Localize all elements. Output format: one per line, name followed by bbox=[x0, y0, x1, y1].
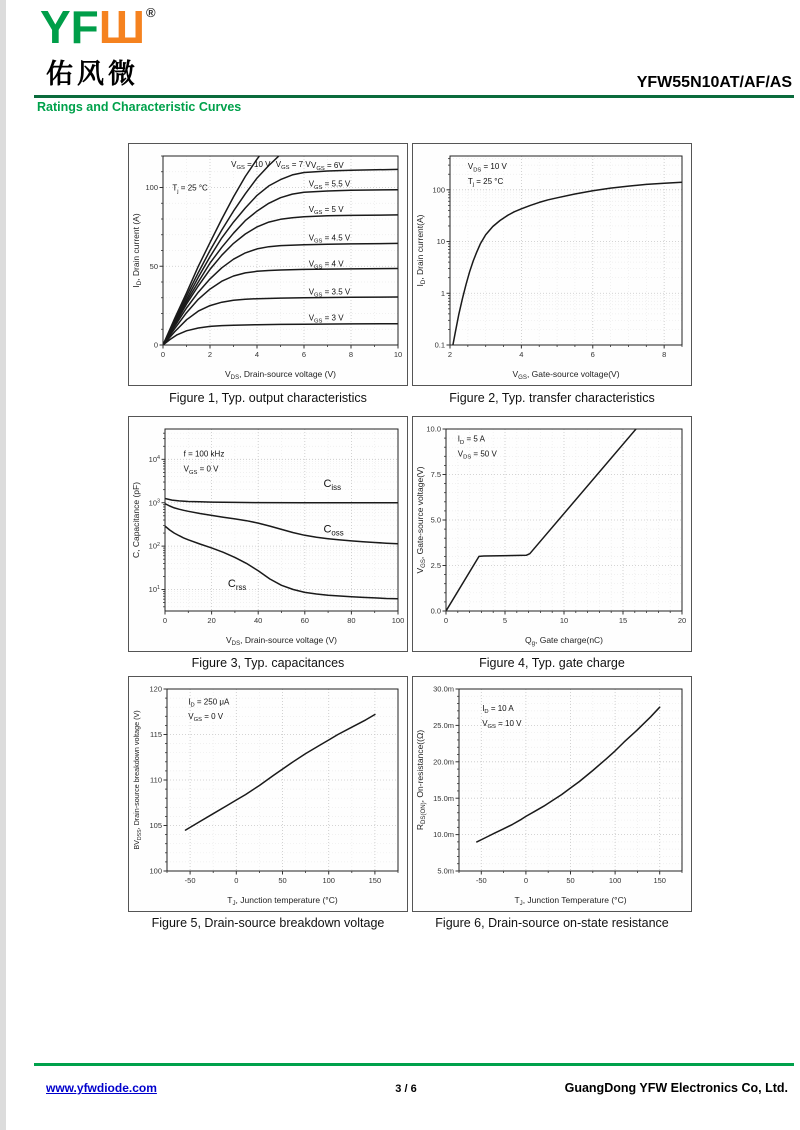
yfw-logo bbox=[40, 1, 156, 53]
figure-5-caption: Figure 5, Drain-source breakdown voltage bbox=[151, 916, 385, 930]
svg-text:2: 2 bbox=[447, 350, 453, 359]
svg-text:Tj = 25 °C: $T_j = 25$ °C bbox=[172, 183, 208, 195]
svg-text:VGS = 0 V: $V_{GS} = 0$ V bbox=[183, 464, 219, 476]
svg-text:100: 100 bbox=[322, 876, 335, 885]
svg-text:ID = 250 μA: $I_D = 250$ μA bbox=[188, 697, 230, 709]
svg-text:0: 0 bbox=[443, 616, 449, 625]
svg-text:60: 60 bbox=[300, 616, 309, 625]
svg-text:6: 6 bbox=[301, 350, 307, 359]
svg-text:Ciss: $C_{iss}$ bbox=[323, 478, 342, 492]
svg-text:VGS = 4 V: $V_{GS} = 4$ V bbox=[308, 259, 344, 271]
svg-text:105: 105 bbox=[149, 821, 162, 831]
svg-text:20: 20 bbox=[677, 616, 687, 625]
svg-text:50: 50 bbox=[149, 261, 158, 271]
svg-text:2.5: 2.5 bbox=[430, 561, 441, 571]
svg-text:ID, Drain current(A): $I_D$, Drain current(A) bbox=[415, 214, 428, 287]
figure-6-caption: Figure 6, Drain-source on-state resistance bbox=[435, 916, 669, 930]
svg-text:ID, Drain current (A): $I_D$, Drain current (A) bbox=[131, 213, 144, 288]
svg-text:100: 100 bbox=[149, 866, 162, 876]
svg-text:0: 0 bbox=[234, 876, 239, 885]
svg-text:VGS = 4.5 V: $V_{GS} = 4.5$ V bbox=[308, 233, 351, 245]
figure-5-panel bbox=[128, 676, 408, 912]
svg-text:100: 100 bbox=[145, 183, 158, 193]
svg-text:8: 8 bbox=[348, 350, 354, 359]
svg-text:10: 10 bbox=[393, 350, 403, 359]
svg-text:100: 100 bbox=[432, 185, 445, 195]
svg-text:5.0: 5.0 bbox=[430, 515, 441, 525]
svg-text:10.0m: 10.0m bbox=[433, 830, 454, 840]
header-rule bbox=[34, 95, 794, 98]
svg-text:103: $10^3$ bbox=[148, 498, 160, 508]
svg-text:30.0m: 30.0m bbox=[433, 684, 454, 694]
figure-4-panel bbox=[412, 416, 692, 652]
svg-text:RDS(ON), On-resistance((Ω): $R_{DS(ON)}$, On-resistance((Ω) bbox=[415, 729, 428, 831]
svg-text:C, Capacitance (pF): C, Capacitance (pF) bbox=[131, 481, 141, 559]
registered-trademark-icon: ® bbox=[146, 5, 156, 20]
svg-text:100: 100 bbox=[391, 616, 405, 625]
svg-text:4: 4 bbox=[254, 350, 260, 359]
svg-text:20: 20 bbox=[207, 616, 216, 625]
svg-text:VGS = 10 V: $V_{GS} = 10$ V bbox=[231, 160, 271, 172]
svg-text:Tj = 25 °C: $T_j = 25$ °C bbox=[467, 176, 504, 188]
svg-text:VDS = 10 V: $V_{DS} = 10$ V bbox=[467, 162, 507, 174]
svg-text:VGS = 10 V: $V_{GS} = 10$ V bbox=[482, 719, 522, 731]
website-link[interactable]: www.yfwdiode.com bbox=[46, 1081, 157, 1095]
logo-w-glyph: Ш bbox=[98, 1, 146, 53]
svg-text:0.1: 0.1 bbox=[434, 340, 445, 350]
figure-3-caption: Figure 3, Typ. capacitances bbox=[191, 656, 345, 670]
svg-text:6: 6 bbox=[590, 350, 595, 359]
svg-text:20.0m: 20.0m bbox=[433, 757, 454, 767]
logo-chinese-name: 佑风微 bbox=[46, 59, 139, 89]
svg-text:50: 50 bbox=[566, 876, 575, 885]
svg-text:1: 1 bbox=[440, 288, 445, 298]
figure-5-breakdown-voltage-chart bbox=[129, 677, 407, 911]
svg-text:f = 100 kHz: f = 100 kHz bbox=[183, 449, 225, 459]
svg-text:ID = 10 A: $I_D = 10$ A bbox=[482, 703, 514, 715]
svg-text:Coss: $C_{oss}$ bbox=[323, 523, 344, 538]
svg-text:-50: -50 bbox=[184, 876, 196, 885]
svg-text:BVDSS, Drain-source breakdown: $BV_{DSS}$, Drain-source breakdown voltage (V) bbox=[132, 710, 143, 850]
figure-1-caption: Figure 1, Typ. output characteristics bbox=[169, 391, 367, 405]
figure-4-gate-charge-chart bbox=[413, 417, 691, 651]
svg-text:150: 150 bbox=[653, 876, 666, 885]
svg-text:15.0m: 15.0m bbox=[433, 793, 454, 803]
figure-3-capacitances-chart bbox=[129, 417, 407, 651]
svg-text:110: 110 bbox=[150, 775, 162, 785]
figure-1-output-characteristics-chart bbox=[129, 144, 407, 385]
svg-text:VGS, Gate-source voltage(V): $V_{GS}$, Gate-source voltage(V) bbox=[512, 369, 620, 382]
svg-text:0: 0 bbox=[523, 876, 528, 885]
svg-text:VGS = 3 V: $V_{GS} = 3$ V bbox=[308, 313, 344, 325]
svg-text:VGS = 6V: $V_{GS} = 6V$ bbox=[311, 160, 344, 172]
svg-text:-50: -50 bbox=[475, 876, 487, 885]
svg-text:0: 0 bbox=[160, 350, 166, 359]
svg-text:150: 150 bbox=[368, 876, 382, 885]
svg-text:VDS = 50 V: $V_{DS} = 50$ V bbox=[457, 449, 497, 461]
svg-text:VGS = 3.5 V: $V_{GS} = 3.5$ V bbox=[308, 287, 351, 299]
svg-text:Crss: $C_{rss}$ bbox=[227, 577, 247, 592]
svg-text:TJ, Junction Temperature (°C): $T_J$, Junction Temperature (°C) bbox=[514, 895, 627, 908]
svg-text:100: 100 bbox=[608, 876, 622, 885]
figure-2-caption: Figure 2, Typ. transfer characteristics bbox=[449, 391, 655, 405]
svg-text:5.0m: 5.0m bbox=[437, 866, 454, 876]
svg-text:VDS, Drain-source voltage (V): $V_{DS}$, Drain-source voltage (V) bbox=[226, 635, 337, 648]
svg-text:VGS, Gate-source voltage(V): $V_{GS}$, Gate-source voltage(V) bbox=[415, 466, 428, 574]
svg-text:104: $10^4$ bbox=[148, 454, 160, 464]
svg-text:10: 10 bbox=[559, 616, 569, 625]
svg-text:4: 4 bbox=[519, 350, 524, 359]
figure-6-panel bbox=[412, 676, 692, 912]
svg-text:15: 15 bbox=[618, 616, 628, 625]
figure-2-transfer-characteristics-chart bbox=[413, 144, 691, 385]
figure-3-panel bbox=[128, 416, 408, 652]
svg-text:101: $10^1$ bbox=[148, 585, 160, 595]
svg-text:VGS = 5 V: $V_{GS} = 5$ V bbox=[308, 204, 344, 217]
svg-text:25.0m: 25.0m bbox=[433, 721, 454, 730]
svg-text:80: 80 bbox=[347, 616, 356, 625]
svg-text:7.5: 7.5 bbox=[430, 470, 441, 480]
svg-text:10.0: 10.0 bbox=[426, 424, 441, 434]
svg-text:10: 10 bbox=[436, 237, 445, 247]
svg-text:40: 40 bbox=[254, 616, 263, 625]
svg-text:102: $10^2$ bbox=[148, 541, 160, 551]
svg-text:0.0: 0.0 bbox=[430, 606, 441, 616]
figure-1-panel bbox=[128, 143, 408, 386]
svg-text:0: 0 bbox=[153, 340, 158, 350]
svg-text:VGS = 5.5 V: $V_{GS} = 5.5$ V bbox=[308, 179, 351, 191]
page-indicator: 3 / 6 bbox=[395, 1083, 417, 1095]
svg-text:8: 8 bbox=[662, 350, 667, 359]
svg-text:115: 115 bbox=[150, 730, 162, 740]
svg-text:5: 5 bbox=[502, 616, 508, 625]
svg-text:2: 2 bbox=[207, 350, 213, 359]
svg-text:VDS, Drain-source voltage (V): $V_{DS}$, Drain-source voltage (V) bbox=[225, 369, 336, 382]
svg-text:ID = 5 A: $I_D = 5$ A bbox=[457, 434, 485, 446]
svg-text:Qg, Gate charge(nC): $Q_g$, Gate charge(nC) bbox=[524, 635, 604, 648]
svg-text:VGS = 0 V: $V_{GS} = 0$ V bbox=[188, 712, 224, 724]
section-title: Ratings and Characteristic Curves bbox=[37, 100, 242, 114]
figure-6-on-resistance-chart bbox=[413, 677, 691, 911]
svg-text:VGS = 7 V: $V_{GS} = 7$ V bbox=[275, 160, 311, 172]
svg-text:0: 0 bbox=[162, 616, 168, 625]
company-name: GuangDong YFW Electronics Co, Ltd. bbox=[564, 1081, 788, 1095]
logo-text-green: YF bbox=[40, 1, 99, 53]
part-number: YFW55N10AT/AF/AS bbox=[636, 74, 792, 91]
footer-rule bbox=[34, 1063, 794, 1066]
svg-text:TJ, Junction temperature (°C): $T_J$, Junction temperature (°C) bbox=[227, 895, 338, 908]
figure-4-caption: Figure 4, Typ. gate charge bbox=[479, 656, 625, 670]
figure-2-panel bbox=[412, 143, 692, 386]
svg-text:50: 50 bbox=[278, 876, 287, 885]
svg-text:120: 120 bbox=[149, 684, 162, 694]
